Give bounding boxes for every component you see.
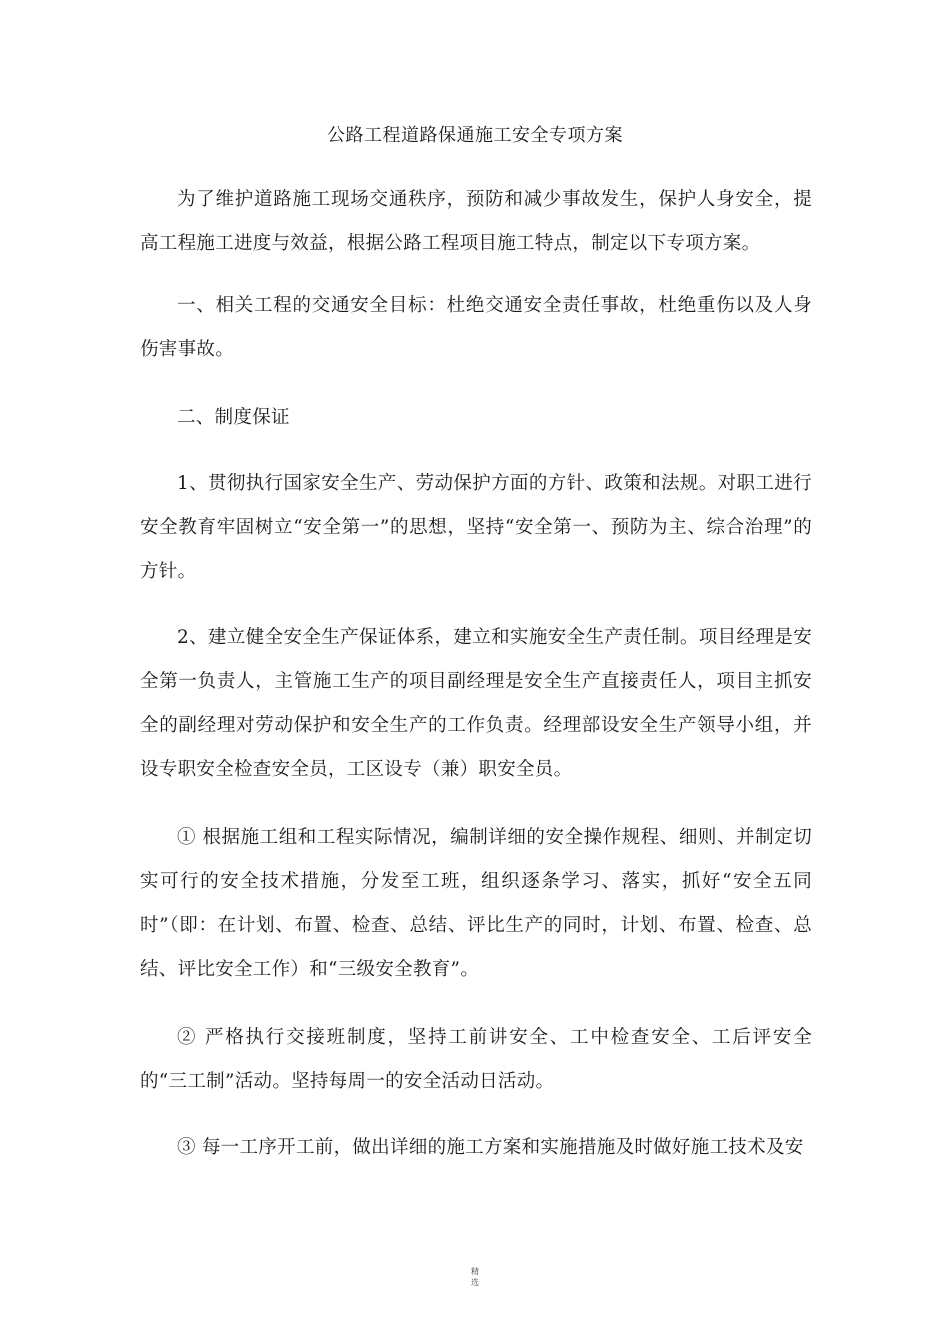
paragraph-subitem-3: ③ 每一工序开工前，做出详细的施工方案和实施措施及时做好施工技术及安 bbox=[177, 1137, 804, 1158]
document-title: 公路工程道路保通施工安全专项方案 bbox=[327, 125, 623, 146]
paragraph-item-1: 1、贯彻执行国家安全生产、劳动保护方面的方针、政策和法规。对职工进行安全教育牢固树立“安全第一”的思想，坚持“安全第一、预防为主、综合治理”的方针。 bbox=[140, 473, 812, 582]
paragraph-section-2-heading: 二、制度保证 bbox=[177, 407, 290, 428]
paragraph-section-1: 一、相关工程的交通安全目标：杜绝交通安全责任事故，杜绝重伤以及人身伤害事故。 bbox=[140, 295, 812, 360]
footer-mark-line-1: 精 bbox=[471, 1267, 479, 1276]
footer-mark-line-2: 选 bbox=[471, 1278, 479, 1287]
paragraph-item-2: 2、建立健全安全生产保证体系，建立和实施安全生产责任制。项目经理是安全第一负责人，主管施工生产的项目副经理是安全生产直接责任人，项目主抓安全的副经理对劳动保护和安全生产的工作负责。经理部设安全生产领导小组，并设专职安全检查安全员，工区设专（兼）职安全员。 bbox=[140, 627, 812, 780]
paragraph-subitem-1: ① 根据施工组和工程实际情况，编制详细的安全操作规程、细则、并制定切实可行的安全技术措施，分发至工班，组织逐条学习、落实，抓好“安全五同时”（即：在计划、布置、检查、总结、评比生产的同时，计划、布置、检查、总结、评比安全工作）和“三级安全教育”。 bbox=[140, 827, 812, 980]
paragraph-intro: 为了维护道路施工现场交通秩序，预防和减少事故发生，保护人身安全，提高工程施工进度与效益，根据公路工程项目施工特点，制定以下专项方案。 bbox=[140, 189, 812, 254]
paragraph-subitem-2: ② 严格执行交接班制度，坚持工前讲安全、工中检查安全、工后评安全的“三工制”活动。坚持每周一的安全活动日活动。 bbox=[140, 1027, 812, 1092]
footer-mark bbox=[0, 1266, 950, 1288]
